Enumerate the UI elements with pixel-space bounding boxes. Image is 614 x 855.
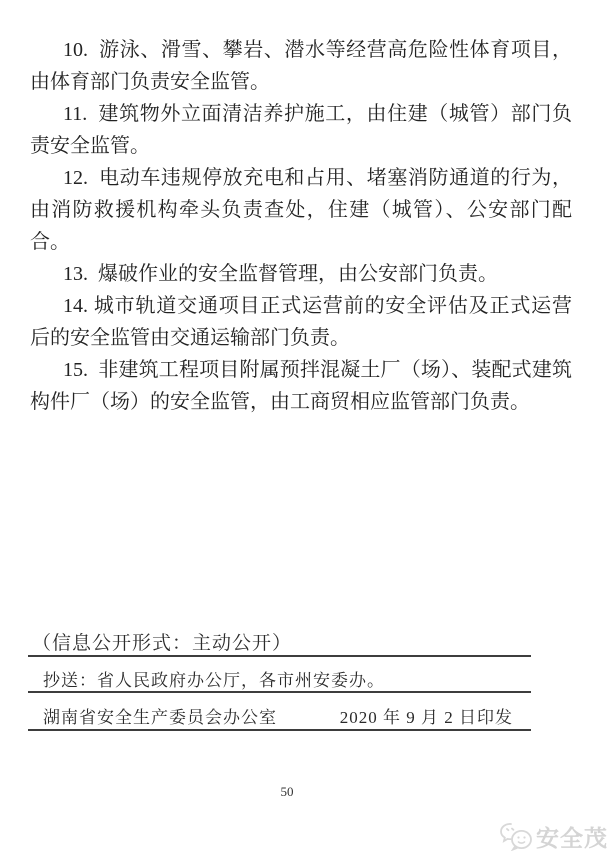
footer-divider-middle — [28, 691, 531, 693]
issuer-office: 湖南省安全生产委员会办公室 — [43, 708, 277, 727]
paragraph-item-12: 12. 电动车违规停放充电和占用、堵塞消防通道的行为，由消防救援机构牵头负责查处，住建（城管）、公安部门配合。 — [30, 167, 572, 253]
paragraph-item-15: 15. 非建筑工程项目附属预拌混凝土厂（场）、装配式建筑构件厂（场）的安全监管，由工商贸相应监管部门负责。 — [30, 359, 572, 413]
paragraph-item-11: 11. 建筑物外立面清洁养护施工，由住建（城管）部门负责安全监管。 — [30, 103, 572, 157]
paragraph-item-13: 13. 爆破作业的安全监督管理，由公安部门负责。 — [63, 263, 498, 285]
print-date: 2020 年 9 月 2 日印发 — [339, 708, 513, 727]
paragraph-item-14: 14. 城市轨道交通项目正式运营前的安全评估及正式运营后的安全监管由交通运输部门负责。 — [30, 295, 572, 349]
page-number: 50 — [280, 784, 294, 799]
chat-bubbles-icon — [499, 822, 533, 851]
footer-divider-bottom — [28, 729, 531, 731]
paragraph-item-10: 10. 游泳、滑雪、攀岩、潜水等经营高危险性体育项目，由体育部门负责安全监管。 — [30, 39, 572, 93]
document-body — [30, 34, 572, 418]
disclosure-note: （信息公开形式：主动公开） — [32, 633, 293, 654]
footer-divider-top — [28, 655, 531, 657]
watermark-brand: 安全茂 — [536, 825, 608, 851]
issuer-row — [43, 703, 513, 728]
watermark — [499, 820, 608, 853]
cc-line: 抄送：省人民政府办公厅，各市州安委办。 — [43, 671, 385, 690]
